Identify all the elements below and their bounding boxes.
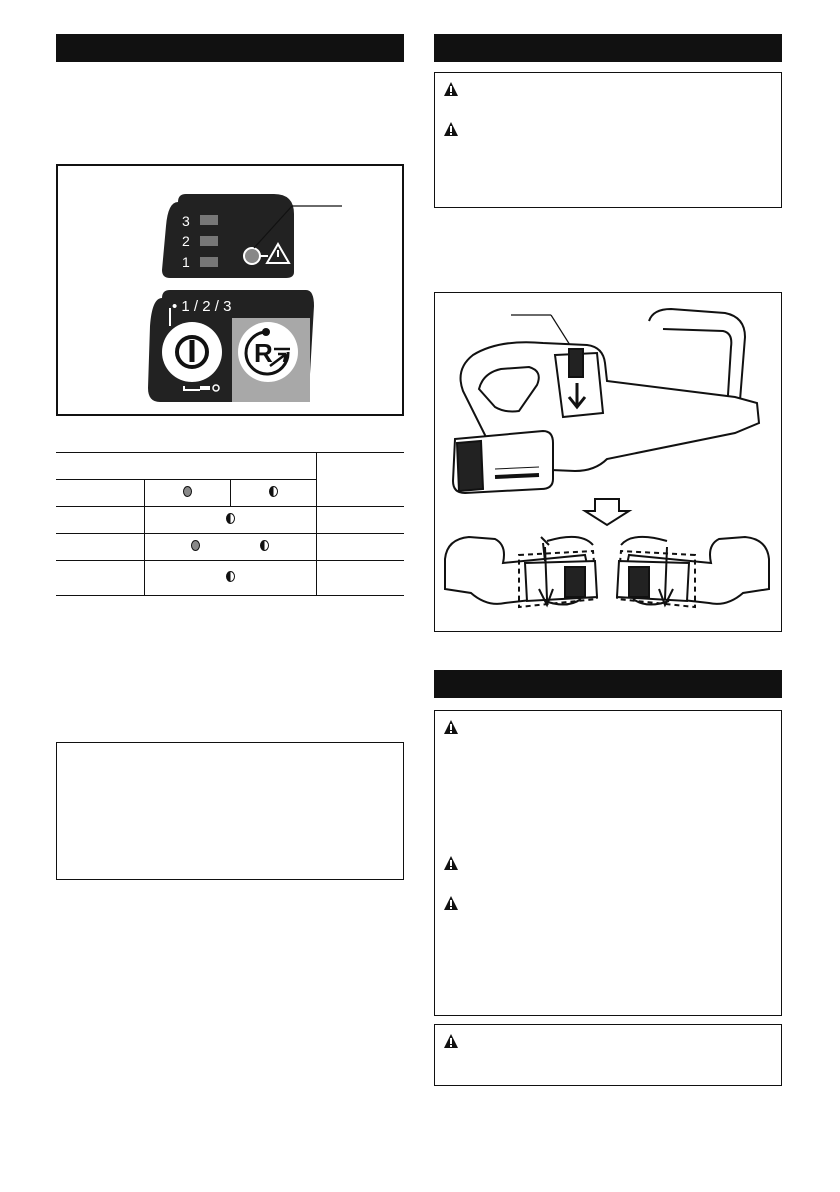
warning-icon	[443, 719, 459, 735]
level-digit-3: 3	[182, 213, 190, 229]
control-panel-illustration	[58, 166, 402, 414]
level-lamp-3	[200, 215, 218, 225]
caution-box-bottom	[434, 1024, 782, 1086]
led-on-icon	[191, 540, 200, 551]
warning-icon	[443, 1033, 459, 1049]
caution-box-top	[434, 72, 782, 208]
led-blinking-icon	[260, 540, 269, 551]
warning-icon	[443, 895, 459, 911]
warning-led	[244, 248, 260, 264]
led-blinking-icon	[269, 486, 278, 497]
section-heading-bar-left	[56, 34, 404, 62]
table-header-cell	[316, 453, 404, 507]
mode-label: • 1 / 2 / 3	[172, 298, 232, 315]
control-panel-figure	[56, 164, 404, 416]
table-row	[56, 561, 404, 596]
reverse-letter: R	[254, 338, 273, 368]
led-blinking-icon	[226, 513, 235, 524]
level-digit-2: 2	[182, 233, 190, 249]
warning-icon	[443, 81, 459, 97]
battery-rotation-figure	[434, 292, 782, 632]
hedge-trimmer-illustration	[435, 293, 779, 629]
indicator-table	[56, 452, 404, 596]
table-row	[56, 507, 404, 534]
warning-icon	[443, 855, 459, 871]
level-lamp-2	[200, 236, 218, 246]
led-blinking-icon	[226, 571, 235, 582]
warning-icon	[443, 121, 459, 137]
section-heading-bar-right-bottom	[434, 670, 782, 698]
section-heading-bar-right-top	[434, 34, 782, 62]
note-box-left	[56, 742, 404, 880]
level-digit-1: 1	[182, 254, 190, 270]
table-header-row	[56, 453, 404, 480]
caution-box-middle	[434, 710, 782, 1016]
level-lamp-1	[200, 257, 218, 267]
table-row	[56, 534, 404, 561]
down-arrow-icon	[585, 499, 629, 525]
led-on-icon	[183, 486, 192, 497]
